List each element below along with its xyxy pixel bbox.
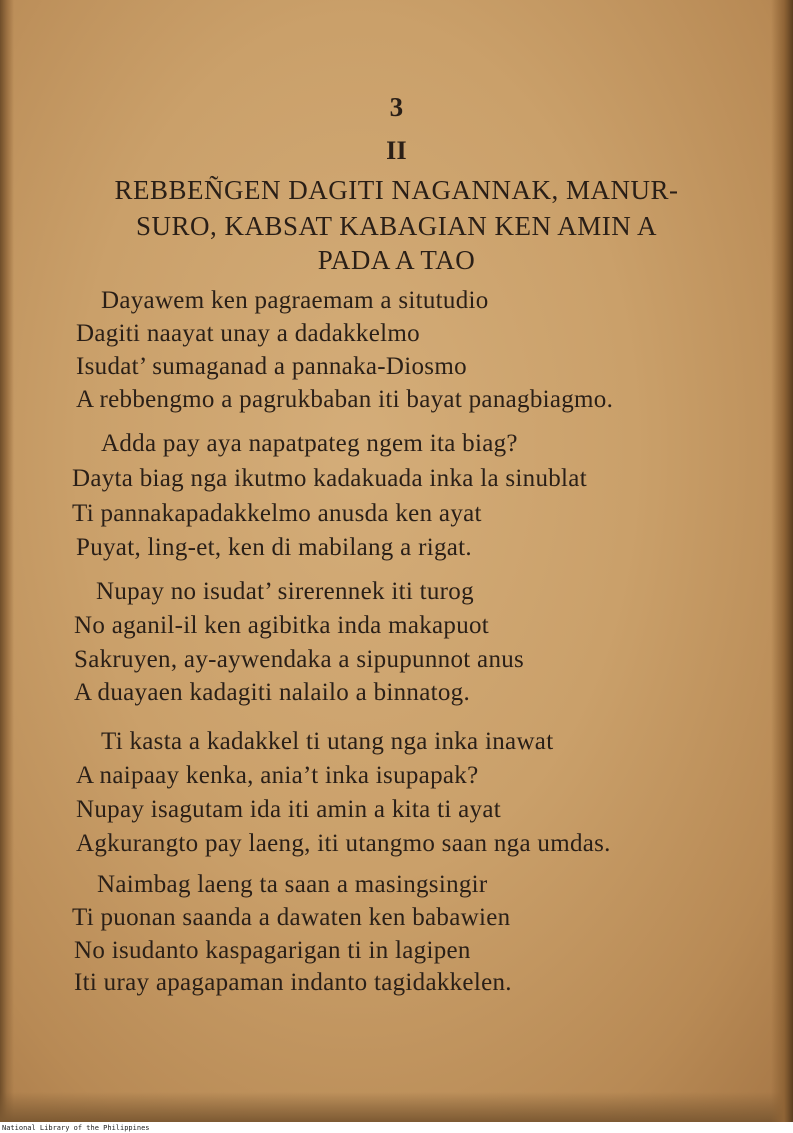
verse-line: Isudat’ sumaganad a pannaka-Diosmo — [76, 353, 467, 380]
verse-line: Ti kasta a kadakkel ti utang nga inka inawat — [101, 728, 554, 755]
verse-line: No isudanto kaspagarigan ti in lagipen — [74, 937, 471, 964]
verse-line: Agkurangto pay laeng, iti utangmo saan nga umdas. — [76, 830, 611, 857]
verse-line: Iti uray apagapaman indanto tagidakkelen. — [74, 969, 512, 996]
verse-line: Ti pannakapadakkelmo anusda ken ayat — [72, 500, 482, 527]
verse-line: A duayaen kadagiti nalailo a binnatog. — [74, 679, 471, 706]
verse-line: Dagiti naayat unay a dadakkelmo — [76, 320, 420, 347]
library-credit: National Library of the Philippines — [2, 1124, 150, 1132]
verse-line: Adda pay aya napatpateg ngem ita biag? — [101, 430, 518, 457]
verse-line: Puyat, ling-et, ken di mabilang a rigat. — [76, 534, 472, 561]
verse-line: Ti puonan saanda a dawaten ken babawien — [72, 904, 511, 931]
title-line: REBBEÑGEN DAGITI NAGANNAK, MANUR- — [114, 175, 679, 205]
verse-line: Nupay isagutam ida iti amin a kita ti ayat — [76, 796, 501, 823]
title-line: PADA A TAO — [317, 245, 476, 275]
title-line: SURO, KABSAT KABAGIAN KEN AMIN A — [135, 211, 658, 241]
chapter-heading: II — [386, 136, 407, 165]
verse-line: A naipaay kenka, ania’t inka isupapak? — [76, 762, 479, 789]
verse-line: Sakruyen, ay-aywendaka a sipupunnot anus — [74, 646, 525, 673]
verse-line: Dayta biag nga ikutmo kadakuada inka la sinublat — [72, 465, 587, 492]
verse-line: Nupay no isudat’ sirerennek iti turog — [96, 578, 474, 605]
verse-line: Naimbag laeng ta saan a masingsingir — [97, 871, 488, 898]
verse-line: No aganil-il ken agibitka inda makapuot — [74, 612, 490, 639]
page-number: 3 — [389, 92, 404, 122]
verse-line: Dayawem ken pagraemam a situtudio — [101, 287, 489, 314]
page-bottom-shadow — [0, 1092, 793, 1122]
verse-line: A rebbengmo a pagrukbaban iti bayat panagbiagmo. — [76, 386, 614, 413]
